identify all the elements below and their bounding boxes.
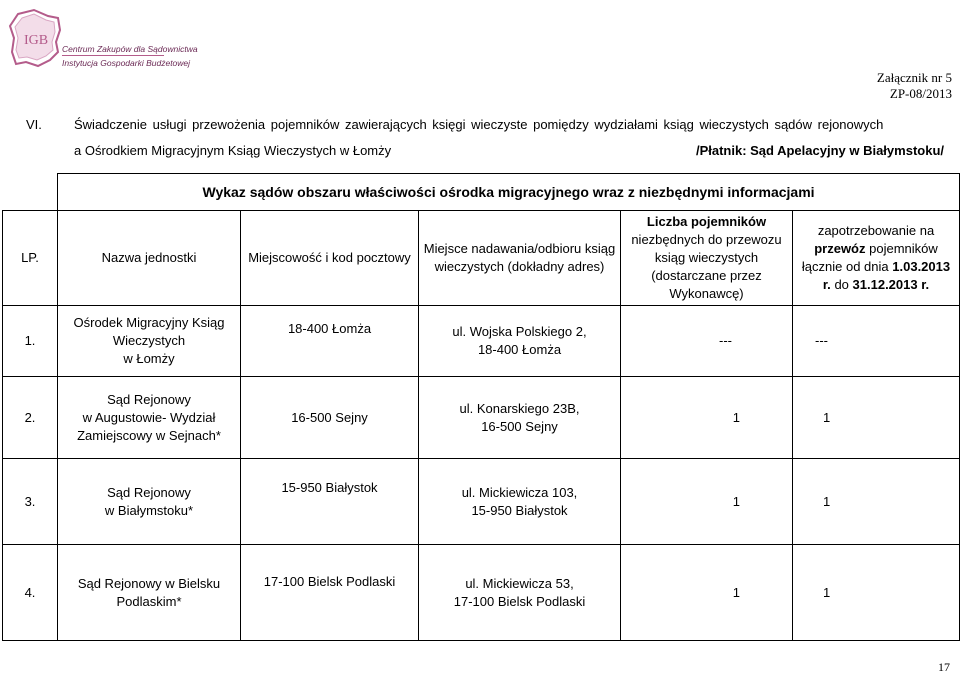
row-name-line: Sąd Rejonowy w Bielsku [77,575,221,591]
annex-header [877,70,952,102]
row-name-line: Zamiejscowy w Sejnach* [77,427,221,443]
table-row [3,306,960,377]
table-caption: Wykaz sądów obszaru właściwości ośrodka migracyjnego wraz z niezbędnymi informacjami [58,174,960,211]
row-containers: 1 [621,459,793,545]
row-name [58,459,241,545]
table-row [3,545,960,641]
row-address [419,459,621,545]
header-demand [793,211,960,306]
header-demand-a: zapotrzebowanie na [817,223,935,238]
header-location: Miejscowość i kod pocztowy [241,211,419,306]
row-name-line: Podlaskim* [116,593,182,609]
row-location: 18-400 Łomża [241,306,419,377]
row-address [419,377,621,459]
row-demand: 1 [793,459,960,545]
section-number: VI. [26,117,42,132]
header-demand-b: przewóz [814,241,866,256]
row-name-line: Wieczystych [112,333,186,348]
poland-map-logo-icon [8,8,64,70]
row-containers: 1 [621,377,793,459]
header-demand-e: do [834,277,849,292]
section-title-line-1: Świadczenie usługi przewożenia pojemników zawierających księgi wieczyste pomiędzy wydziałami ksiąg wieczystych sądów rejonowych [74,117,884,132]
header-demand-c: pojemników łącznie od dnia [801,241,938,274]
row-address-line: 16-500 Sejny [481,418,558,434]
row-lp: 4. [3,545,58,641]
row-address [419,545,621,641]
row-address-line: ul. Wojska Polskiego 2, [452,324,587,339]
row-address-line: ul. Konarskiego 23B, [459,400,580,416]
section-title-line-2: a Ośrodkiem Migracyjnym Ksiąg Wieczystych w Łomży [74,143,392,158]
annex-label: Załącznik nr 5 [876,70,952,85]
courts-table [2,173,960,641]
page-number: 17 [938,660,950,674]
header-name: Nazwa jednostki [58,211,241,306]
row-location: 15-950 Białystok [241,459,419,545]
row-name-line: Ośrodek Migracyjny Ksiąg [73,315,225,330]
row-address-line: 18-400 Łomża [477,342,562,357]
row-name [58,545,241,641]
row-location: 17-100 Bielsk Podlaski [241,545,419,641]
row-demand: --- [793,306,960,377]
row-name-line: Sąd Rejonowy [107,484,191,500]
table-header-row [3,211,960,306]
header-demand-f: 31.12.2013 r. [852,277,930,292]
header-containers-rest: niezbędnych do przewozu ksiąg wieczystych (dostarczane przez Wykonawcę) [631,232,782,301]
header-lp: LP. [3,211,58,306]
row-lp: 3. [3,459,58,545]
row-demand: 1 [793,545,960,641]
row-lp: 2. [3,377,58,459]
row-address-line: ul. Mickiewicza 103, [461,484,578,500]
table-row [3,377,960,459]
caption-spacer [3,174,58,211]
row-address [419,306,621,377]
row-name-line: w Augustowie- Wydział [82,409,216,425]
row-name [58,306,241,377]
logo-line-1: Centrum Zakupów dla Sądownictwa [62,44,198,54]
header-address: Miejsce nadawania/odbioru ksiąg wieczystych (dokładny adres) [419,211,621,306]
payer-label: /Płatnik: Sąd Apelacyjny w Białymstoku/ [695,143,944,158]
logo-line-2: Instytucja Gospodarki Budżetowej [62,58,191,68]
row-containers: --- [621,306,793,377]
row-address-line: 17-100 Bielsk Podlaski [453,593,586,609]
row-address-line: ul. Mickiewicza 53, [465,575,574,591]
logo-divider [62,55,164,56]
row-lp: 1. [3,306,58,377]
table-row [3,459,960,545]
row-name [58,377,241,459]
logo-letters: IGB [24,33,49,48]
row-containers: 1 [621,545,793,641]
row-location: 16-500 Sejny [241,377,419,459]
header-containers [621,211,793,306]
row-address-line: 15-950 Białystok [471,502,568,518]
row-name-line: w Białymstoku* [104,502,194,518]
row-name-line: w Łomży [123,351,175,366]
reference-number: ZP-08/2013 [889,86,952,101]
header-containers-bold: Liczba pojemników [646,214,767,229]
row-name-line: Sąd Rejonowy [107,391,191,407]
row-demand: 1 [793,377,960,459]
header-demand-d: 1.03.2013 r. [822,259,951,292]
igb-logo [8,8,198,72]
